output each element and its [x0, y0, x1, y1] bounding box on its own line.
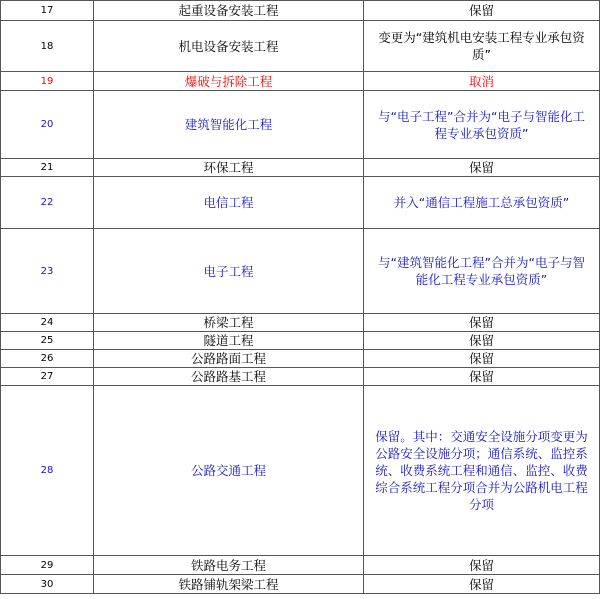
- project-name: 起重设备安装工程: [94, 1, 364, 21]
- change-note: 保留: [364, 575, 600, 594]
- table-row: [1, 386, 600, 556]
- table-row: [1, 332, 600, 350]
- project-name: 公路路面工程: [94, 350, 364, 368]
- change-note: 保留。其中：交通安全设施分项变更为公路安全设施分项；通信系统、监控系统、收费系统工程和通信、监控、收费综合系统工程分项合并为公路机电工程分项: [364, 386, 600, 556]
- table-row: [1, 72, 600, 91]
- table-row: [1, 91, 600, 159]
- project-name: 环保工程: [94, 159, 364, 177]
- row-number: 21: [1, 159, 94, 177]
- row-number: 24: [1, 314, 94, 332]
- table-row: [1, 177, 600, 229]
- project-name: 爆破与拆除工程: [94, 72, 364, 91]
- change-note: 变更为“建筑机电安装工程专业承包资质”: [364, 21, 600, 72]
- row-number: 17: [1, 1, 94, 21]
- table-row: [1, 159, 600, 177]
- project-name: 铁路铺轨架梁工程: [94, 575, 364, 594]
- project-name: 电子工程: [94, 229, 364, 314]
- row-number: 20: [1, 91, 94, 159]
- project-name: 建筑智能化工程: [94, 91, 364, 159]
- table-row: [1, 368, 600, 386]
- table-row: [1, 21, 600, 72]
- change-note: 保留: [364, 314, 600, 332]
- project-name: 铁路电务工程: [94, 556, 364, 575]
- project-name: 隧道工程: [94, 332, 364, 350]
- change-note: 取消: [364, 72, 600, 91]
- row-number: 27: [1, 368, 94, 386]
- row-number: 26: [1, 350, 94, 368]
- change-note: 与“电子工程”合并为“电子与智能化工程专业承包资质”: [364, 91, 600, 159]
- project-name: 桥梁工程: [94, 314, 364, 332]
- row-number: 28: [1, 386, 94, 556]
- table-row: [1, 350, 600, 368]
- change-note: 保留: [364, 332, 600, 350]
- change-note: 保留: [364, 1, 600, 21]
- change-note: 保留: [364, 368, 600, 386]
- table-row: [1, 314, 600, 332]
- row-number: 29: [1, 556, 94, 575]
- row-number: 22: [1, 177, 94, 229]
- change-note: 保留: [364, 556, 600, 575]
- row-number: 30: [1, 575, 94, 594]
- change-note: 并入“通信工程施工总承包资质”: [364, 177, 600, 229]
- table-row: [1, 229, 600, 314]
- project-name: 公路交通工程: [94, 386, 364, 556]
- change-note: 保留: [364, 159, 600, 177]
- row-number: 23: [1, 229, 94, 314]
- project-name: 机电设备安装工程: [94, 21, 364, 72]
- change-note: 与“建筑智能化工程”合并为“电子与智能化工程专业承包资质”: [364, 229, 600, 314]
- row-number: 18: [1, 21, 94, 72]
- project-name: 电信工程: [94, 177, 364, 229]
- project-name: 公路路基工程: [94, 368, 364, 386]
- table-row: [1, 575, 600, 594]
- change-note: 保留: [364, 350, 600, 368]
- table-row: [1, 556, 600, 575]
- row-number: 25: [1, 332, 94, 350]
- row-number: 19: [1, 72, 94, 91]
- table-row: [1, 1, 600, 21]
